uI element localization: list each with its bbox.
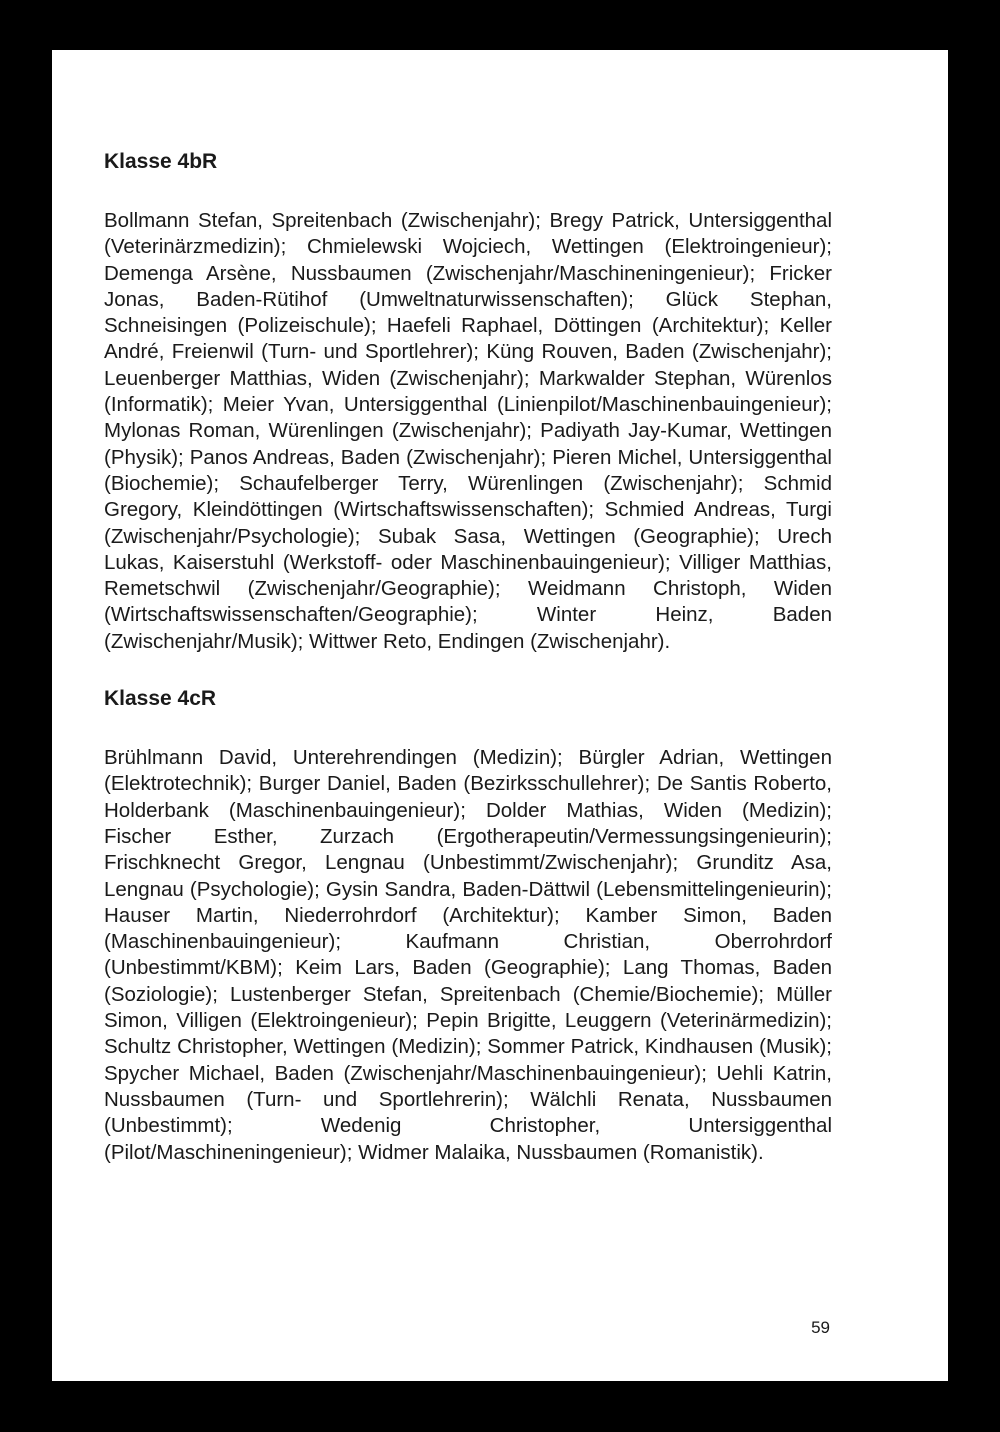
section-title: Klasse 4cR [104,687,217,711]
section-body: Bollmann Stefan, Spreitenbach (Zwischenjahr); Bregy Patrick, Untersiggenthal (Veterinärzmedizin); Chmielewski Wojciech, Wettingen (Elektroingenieur); Demenga Arsène, Nussbaumen (Zwischenjahr/Maschineningenieur); Fricker Jonas, Baden-Rütihof (Umweltnaturwissenschaften); Glück Stephan, Schneisingen (Polizeischule); Haefeli Raphael, Döttingen (Architektur); Keller André, Freienwil (Turn- und Sportlehrer); Küng Rouven, Baden (Zwischenjahr); Leuenberger Matthias, Widen (Zwischenjahr); Markwalder Stephan, Würenlos (Informatik); Meier Yvan, Untersiggenthal (Linienpilot/Maschinenbauingenieur); Mylonas Roman, Würenlingen (Zwischenjahr); Padiyath Jay-Kumar, Wettingen (Physik); Panos Andreas, Baden (Zwischenjahr); Pieren Michel, Untersiggenthal (Biochemie); Schaufelberger Terry, Würenlingen (Zwischenjahr); Schmid Gregory, Kleindöttingen (Wirtschaftswissenschaften); Schmied Andreas, Turgi (Zwischenjahr/Psychologie); Subak Sasa, Wettingen (Geographie); Urech Lukas, Kaiserstuhl (Werkstoff- oder Maschinenbauingenieur); Villiger Matthias, Remetschwil (Zwischenjahr/Geographie); Weidmann Christoph, Widen (Wirtschaftswissenschaften/Geographie); Winter Heinz, Baden (Zwischenjahr/Musik); Wittwer Reto, Endingen (Zwischenjahr). [104,209,832,653]
section-klasse-4br [104,148,832,655]
section-title: Klasse 4bR [104,150,218,173]
section-klasse-4cr [104,685,832,1166]
page-number: 59 [811,1318,830,1337]
document-page [52,50,948,1381]
section-body: Brühlmann David, Unterehrendingen (Medizin); Bürgler Adrian, Wettingen (Elektrotechnik); Burger Daniel, Baden (Bezirksschullehrer); De Santis Roberto, Holderbank (Maschinenbauingenieur); Dolder Mathias, Widen (Medizin); Fischer Esther, Zurzach (Ergotherapeutin/Vermessungsingenieurin); Frischknecht Gregor, Lengnau (Unbestimmt/Zwischenjahr); Grunditz Asa, Lengnau (Psychologie); Gysin Sandra, Baden-Dättwil (Lebensmittelingenieurin); Hauser Martin, Niederrohrdorf (Architektur); Kamber Simon, Baden (Maschinenbauingenieur); Kaufmann Christian, Oberrohrdorf (Unbestimmt/KBM); Keim Lars, Baden (Geographie); Lang Thomas, Baden (Soziologie); Lustenberger Stefan, Spreitenbach (Chemie/Biochemie); Müller Simon, Villigen (Elektroingenieur); Pepin Brigitte, Leuggern (Veterinärmedizin); Schultz Christopher, Wettingen (Medizin); Sommer Patrick, Kindhausen (Musik); Spycher Michael, Baden (Zwischenjahr/Maschinenbauingenieur); Uehli Katrin, Nussbaumen (Turn- und Sportlehrerin); Wälchli Renata, Nussbaumen (Unbestimmt); Wedenig Christopher, Untersiggenthal (Pilot/Maschineningenieur); Widmer Malaika, Nussbaumen (Romanistik). [104,746,832,1164]
page-content [104,148,832,1166]
